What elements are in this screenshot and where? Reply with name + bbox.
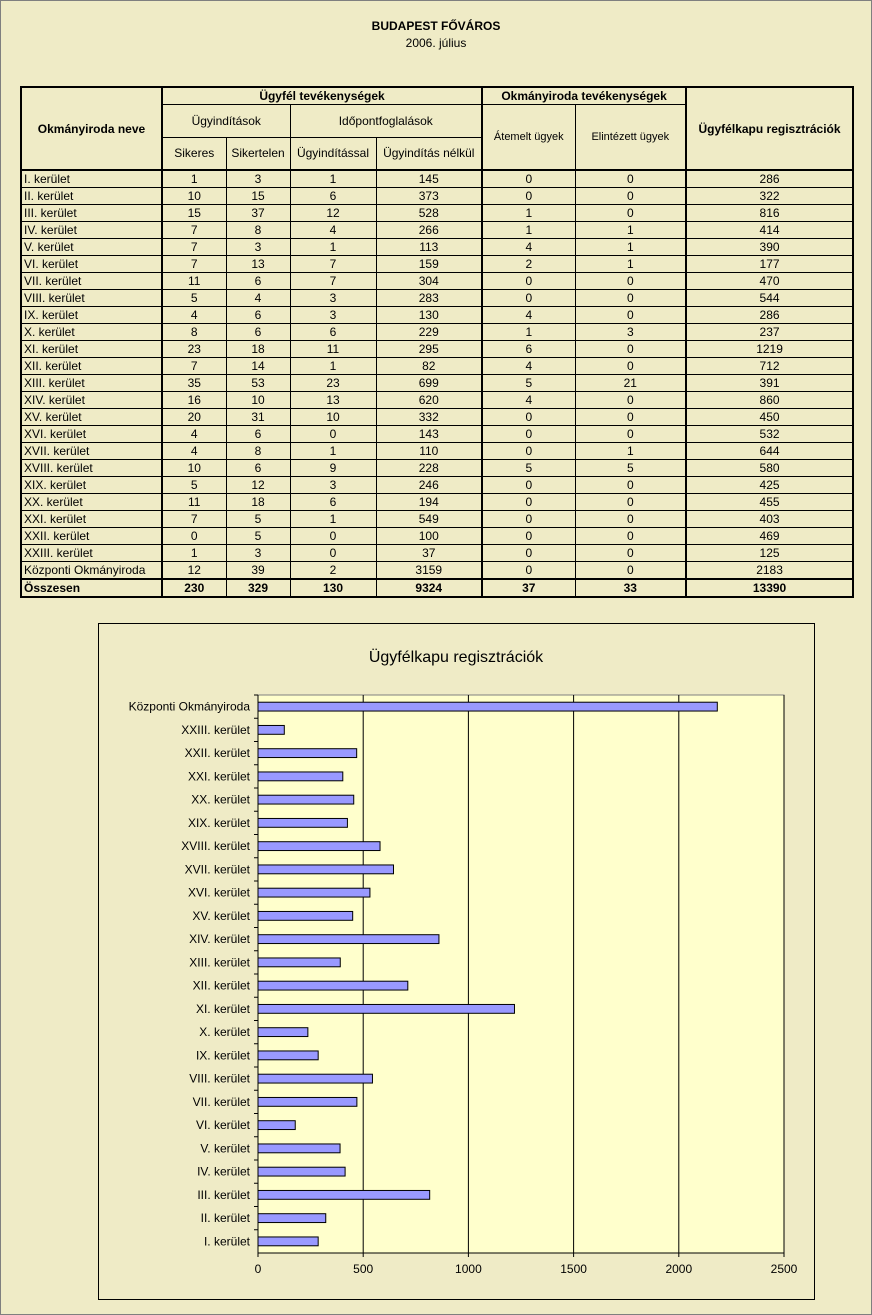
- cell-with: 0: [290, 528, 376, 545]
- bar: [258, 935, 439, 944]
- bar: [258, 795, 354, 804]
- cell-unsucc: 18: [226, 341, 290, 358]
- cell-done: 21: [575, 375, 686, 392]
- cell-name: XVI. kerület: [21, 426, 162, 443]
- cell-unsucc: 31: [226, 409, 290, 426]
- cell-reg: 544: [686, 290, 853, 307]
- cell-name: VIII. kerület: [21, 290, 162, 307]
- cell-reg: 469: [686, 528, 853, 545]
- cell-without: 283: [376, 290, 482, 307]
- cell-succ: 20: [162, 409, 226, 426]
- y-tick-label: VIII. kerület: [189, 1071, 250, 1086]
- cell-unsucc: 15: [226, 188, 290, 205]
- bar: [258, 1004, 514, 1013]
- cell-unsucc: 8: [226, 222, 290, 239]
- cell-trans: 1: [482, 205, 575, 222]
- cell-trans: 2: [482, 256, 575, 273]
- cell-reg: 403: [686, 511, 853, 528]
- x-tick-label: 2000: [665, 1262, 693, 1276]
- bar: [258, 888, 370, 897]
- y-tick-label: XXI. kerület: [187, 769, 250, 784]
- cell-reg: 13390: [686, 579, 853, 597]
- cell-unsucc: 53: [226, 375, 290, 392]
- cell-reg: 470: [686, 273, 853, 290]
- cell-trans: 0: [482, 528, 575, 545]
- cell-without: 113: [376, 239, 482, 256]
- header-unsuccessful: Sikertelen: [226, 137, 290, 170]
- y-tick-label: IV. kerület: [197, 1164, 250, 1179]
- cell-name: XIX. kerület: [21, 477, 162, 494]
- cell-unsucc: 3: [226, 170, 290, 188]
- cell-reg: 177: [686, 256, 853, 273]
- cell-reg: 816: [686, 205, 853, 222]
- cell-unsucc: 12: [226, 477, 290, 494]
- cell-done: 0: [575, 392, 686, 409]
- cell-done: 0: [575, 358, 686, 375]
- cell-without: 528: [376, 205, 482, 222]
- cell-name: XII. kerület: [21, 358, 162, 375]
- y-tick-label: V. kerület: [200, 1141, 250, 1156]
- cell-succ: 5: [162, 290, 226, 307]
- bar: [258, 772, 343, 781]
- cell-trans: 4: [482, 307, 575, 324]
- header-initiations: Ügyindítások: [162, 104, 290, 137]
- y-tick-label: XVIII. kerület: [181, 839, 250, 854]
- header-appointments: Időpontfoglalások: [290, 104, 482, 137]
- cell-without: 130: [376, 307, 482, 324]
- cell-name: II. kerület: [21, 188, 162, 205]
- cell-trans: 0: [482, 562, 575, 580]
- table-total-row: [21, 579, 853, 597]
- cell-reg: 450: [686, 409, 853, 426]
- cell-with: 6: [290, 494, 376, 511]
- cell-without: 229: [376, 324, 482, 341]
- x-tick-label: 1500: [560, 1262, 587, 1276]
- y-tick-label: XII. kerület: [192, 978, 250, 993]
- cell-unsucc: 18: [226, 494, 290, 511]
- cell-trans: 0: [482, 290, 575, 307]
- cell-unsucc: 14: [226, 358, 290, 375]
- bar: [258, 865, 393, 874]
- cell-succ: 1: [162, 545, 226, 562]
- y-tick-label: XXII. kerület: [184, 746, 250, 761]
- cell-unsucc: 3: [226, 545, 290, 562]
- cell-unsucc: 6: [226, 460, 290, 477]
- y-tick-label: VI. kerület: [195, 1118, 250, 1133]
- cell-reg: 391: [686, 375, 853, 392]
- page-subtitle: 2006. július: [405, 36, 467, 50]
- cell-unsucc: 39: [226, 562, 290, 580]
- cell-with: 1: [290, 358, 376, 375]
- cell-name: XV. kerület: [21, 409, 162, 426]
- cell-with: 3: [290, 307, 376, 324]
- cell-succ: 7: [162, 256, 226, 273]
- cell-done: 1: [575, 239, 686, 256]
- cell-succ: 15: [162, 205, 226, 222]
- cell-reg: 425: [686, 477, 853, 494]
- y-tick-label: IX. kerület: [195, 1048, 250, 1063]
- cell-reg: 390: [686, 239, 853, 256]
- cell-unsucc: 6: [226, 307, 290, 324]
- cell-name: I. kerület: [21, 170, 162, 188]
- y-tick-label: X. kerület: [199, 1025, 250, 1040]
- cell-without: 145: [376, 170, 482, 188]
- cell-name: XXI. kerület: [21, 511, 162, 528]
- cell-reg: 1219: [686, 341, 853, 358]
- cell-trans: 6: [482, 341, 575, 358]
- cell-unsucc: 6: [226, 426, 290, 443]
- y-tick-label: XV. kerület: [192, 908, 250, 923]
- table-row: [21, 170, 853, 188]
- cell-succ: 4: [162, 443, 226, 460]
- table-row: [21, 392, 853, 409]
- cell-trans: 5: [482, 375, 575, 392]
- cell-without: 304: [376, 273, 482, 290]
- y-tick-label: II. kerület: [200, 1211, 250, 1226]
- y-tick-label: XXIII. kerület: [181, 722, 250, 737]
- cell-reg: 125: [686, 545, 853, 562]
- cell-with: 11: [290, 341, 376, 358]
- cell-trans: 4: [482, 239, 575, 256]
- cell-reg: 414: [686, 222, 853, 239]
- cell-name: XI. kerület: [21, 341, 162, 358]
- cell-done: 0: [575, 170, 686, 188]
- cell-succ: 5: [162, 477, 226, 494]
- cell-name: XIV. kerület: [21, 392, 162, 409]
- bar: [258, 1121, 295, 1130]
- cell-name: V. kerület: [21, 239, 162, 256]
- table-row: [21, 307, 853, 324]
- table-row: [21, 324, 853, 341]
- cell-done: 0: [575, 341, 686, 358]
- y-tick-label: VII. kerület: [192, 1094, 250, 1109]
- y-tick-label: XIV. kerület: [189, 932, 250, 947]
- cell-succ: 11: [162, 494, 226, 511]
- cell-without: 549: [376, 511, 482, 528]
- bar: [258, 1051, 318, 1060]
- cell-trans: 1: [482, 324, 575, 341]
- cell-unsucc: 13: [226, 256, 290, 273]
- cell-trans: 37: [482, 579, 575, 597]
- cell-unsucc: 5: [226, 528, 290, 545]
- cell-unsucc: 6: [226, 324, 290, 341]
- cell-with: 23: [290, 375, 376, 392]
- cell-succ: 16: [162, 392, 226, 409]
- cell-with: 12: [290, 205, 376, 222]
- cell-trans: 4: [482, 392, 575, 409]
- table-row: [21, 358, 853, 375]
- cell-done: 0: [575, 290, 686, 307]
- cell-name: XXII. kerület: [21, 528, 162, 545]
- header-without-initiation: Ügyindítás nélkül: [376, 137, 482, 170]
- cell-reg: 580: [686, 460, 853, 477]
- cell-with: 1: [290, 239, 376, 256]
- table-row: [21, 256, 853, 273]
- x-tick-label: 500: [353, 1262, 374, 1276]
- cell-trans: 5: [482, 460, 575, 477]
- cell-succ: 7: [162, 239, 226, 256]
- cell-unsucc: 329: [226, 579, 290, 597]
- cell-with: 6: [290, 188, 376, 205]
- cell-name: IV. kerület: [21, 222, 162, 239]
- table-row: [21, 562, 853, 580]
- cell-without: 9324: [376, 579, 482, 597]
- cell-succ: 11: [162, 273, 226, 290]
- bar: [258, 1214, 326, 1223]
- cell-done: 0: [575, 494, 686, 511]
- cell-succ: 23: [162, 341, 226, 358]
- bar: [258, 1097, 357, 1106]
- cell-succ: 35: [162, 375, 226, 392]
- cell-done: 5: [575, 460, 686, 477]
- cell-name: XIII. kerület: [21, 375, 162, 392]
- cell-name: VII. kerület: [21, 273, 162, 290]
- cell-succ: 230: [162, 579, 226, 597]
- cell-without: 82: [376, 358, 482, 375]
- cell-succ: 7: [162, 222, 226, 239]
- cell-trans: 0: [482, 494, 575, 511]
- header-office-activities: Okmányiroda tevékenységek: [482, 87, 686, 104]
- cell-done: 0: [575, 528, 686, 545]
- cell-reg: 286: [686, 170, 853, 188]
- y-tick-label: Központi Okmányiroda: [128, 699, 250, 714]
- cell-done: 0: [575, 205, 686, 222]
- cell-done: 0: [575, 477, 686, 494]
- cell-trans: 1: [482, 222, 575, 239]
- cell-name: XX. kerület: [21, 494, 162, 511]
- bar: [258, 1144, 340, 1153]
- bar: [258, 1028, 308, 1037]
- cell-without: 228: [376, 460, 482, 477]
- cell-succ: 4: [162, 426, 226, 443]
- table-row: [21, 222, 853, 239]
- cell-without: 194: [376, 494, 482, 511]
- table-row: [21, 341, 853, 358]
- cell-reg: 532: [686, 426, 853, 443]
- cell-trans: 0: [482, 477, 575, 494]
- cell-without: 699: [376, 375, 482, 392]
- cell-with: 0: [290, 426, 376, 443]
- cell-reg: 644: [686, 443, 853, 460]
- cell-name: VI. kerület: [21, 256, 162, 273]
- table-row: [21, 409, 853, 426]
- cell-trans: 0: [482, 273, 575, 290]
- cell-without: 332: [376, 409, 482, 426]
- table-row: [21, 477, 853, 494]
- cell-without: 246: [376, 477, 482, 494]
- cell-unsucc: 6: [226, 273, 290, 290]
- cell-trans: 0: [482, 170, 575, 188]
- cell-reg: 237: [686, 324, 853, 341]
- cell-done: 0: [575, 545, 686, 562]
- cell-with: 0: [290, 545, 376, 562]
- bar: [258, 981, 408, 990]
- cell-name: X. kerület: [21, 324, 162, 341]
- y-tick-label: XVII. kerület: [184, 862, 250, 877]
- bar-chart: [99, 624, 814, 1299]
- bar: [258, 842, 380, 851]
- cell-without: 620: [376, 392, 482, 409]
- cell-reg: 455: [686, 494, 853, 511]
- cell-unsucc: 5: [226, 511, 290, 528]
- cell-succ: 0: [162, 528, 226, 545]
- cell-unsucc: 10: [226, 392, 290, 409]
- cell-without: 37: [376, 545, 482, 562]
- x-tick-label: 0: [254, 1262, 262, 1276]
- cell-with: 3: [290, 477, 376, 494]
- table-row: [21, 205, 853, 222]
- cell-with: 6: [290, 324, 376, 341]
- table-row: [21, 545, 853, 562]
- cell-name: III. kerület: [21, 205, 162, 222]
- cell-trans: 0: [482, 426, 575, 443]
- cell-with: 3: [290, 290, 376, 307]
- table-row: [21, 290, 853, 307]
- cell-done: 0: [575, 307, 686, 324]
- cell-trans: 0: [482, 409, 575, 426]
- cell-done: 0: [575, 188, 686, 205]
- cell-name: XXIII. kerület: [21, 545, 162, 562]
- cell-name: Összesen: [21, 579, 162, 597]
- x-tick-label: 2500: [770, 1262, 798, 1276]
- cell-name: IX. kerület: [21, 307, 162, 324]
- page-title: BUDAPEST FŐVÁROS: [371, 19, 501, 33]
- cell-unsucc: 37: [226, 205, 290, 222]
- cell-succ: 10: [162, 460, 226, 477]
- cell-reg: 322: [686, 188, 853, 205]
- y-tick-label: XI. kerület: [195, 1001, 250, 1016]
- bar: [258, 1167, 345, 1176]
- cell-name: Központi Okmányiroda: [21, 562, 162, 580]
- cell-succ: 4: [162, 307, 226, 324]
- cell-name: XVIII. kerület: [21, 460, 162, 477]
- cell-with: 130: [290, 579, 376, 597]
- cell-done: 0: [575, 562, 686, 580]
- cell-without: 295: [376, 341, 482, 358]
- y-tick-label: XX. kerület: [191, 792, 250, 807]
- table-row: [21, 494, 853, 511]
- cell-trans: 4: [482, 358, 575, 375]
- header-transferred: Átemelt ügyek: [482, 104, 575, 170]
- cell-succ: 10: [162, 188, 226, 205]
- bar: [258, 725, 284, 734]
- table-row: [21, 443, 853, 460]
- table-row: [21, 511, 853, 528]
- bar: [258, 749, 357, 758]
- cell-with: 10: [290, 409, 376, 426]
- cell-with: 4: [290, 222, 376, 239]
- cell-unsucc: 4: [226, 290, 290, 307]
- bar: [258, 911, 353, 920]
- header-with-initiation: Ügyindítással: [290, 137, 376, 170]
- cell-with: 1: [290, 170, 376, 188]
- cell-reg: 2183: [686, 562, 853, 580]
- header-successful: Sikeres: [162, 137, 226, 170]
- bar: [258, 1237, 318, 1246]
- cell-without: 100: [376, 528, 482, 545]
- table-body: [21, 170, 853, 597]
- cell-done: 3: [575, 324, 686, 341]
- cell-done: 0: [575, 409, 686, 426]
- cell-without: 373: [376, 188, 482, 205]
- cell-with: 7: [290, 273, 376, 290]
- cell-done: 0: [575, 511, 686, 528]
- y-tick-label: III. kerület: [197, 1187, 250, 1202]
- header-completed: Elintézett ügyek: [575, 104, 686, 170]
- header-office-name: Okmányiroda neve: [21, 87, 162, 170]
- cell-succ: 7: [162, 511, 226, 528]
- cell-trans: 0: [482, 188, 575, 205]
- table-row: [21, 273, 853, 290]
- table-row: [21, 528, 853, 545]
- cell-unsucc: 3: [226, 239, 290, 256]
- chart-title: Ügyfélkapu regisztrációk: [368, 649, 544, 666]
- bar: [258, 1190, 430, 1199]
- cell-reg: 860: [686, 392, 853, 409]
- table-row: [21, 375, 853, 392]
- cell-done: 0: [575, 426, 686, 443]
- header-portal-registrations: Ügyfélkapu regisztrációk: [686, 87, 853, 170]
- cell-name: XVII. kerület: [21, 443, 162, 460]
- table-row: [21, 460, 853, 477]
- cell-trans: 0: [482, 511, 575, 528]
- cell-succ: 8: [162, 324, 226, 341]
- cell-without: 266: [376, 222, 482, 239]
- cell-with: 7: [290, 256, 376, 273]
- cell-reg: 286: [686, 307, 853, 324]
- cell-done: 0: [575, 273, 686, 290]
- cell-reg: 712: [686, 358, 853, 375]
- statistics-table: [20, 86, 854, 598]
- cell-trans: 0: [482, 545, 575, 562]
- cell-with: 13: [290, 392, 376, 409]
- bar: [258, 818, 347, 827]
- y-tick-label: XVI. kerület: [187, 885, 250, 900]
- bar: [258, 702, 717, 711]
- cell-trans: 0: [482, 443, 575, 460]
- table-row: [21, 239, 853, 256]
- cell-done: 33: [575, 579, 686, 597]
- cell-with: 1: [290, 443, 376, 460]
- header-client-activities: Ügyfél tevékenységek: [162, 87, 482, 104]
- cell-with: 2: [290, 562, 376, 580]
- table-row: [21, 188, 853, 205]
- cell-done: 1: [575, 256, 686, 273]
- chart-container: [98, 623, 815, 1300]
- cell-without: 3159: [376, 562, 482, 580]
- cell-with: 1: [290, 511, 376, 528]
- table-row: [21, 426, 853, 443]
- cell-without: 143: [376, 426, 482, 443]
- y-tick-label: I. kerület: [203, 1234, 250, 1249]
- cell-unsucc: 8: [226, 443, 290, 460]
- cell-with: 9: [290, 460, 376, 477]
- cell-done: 1: [575, 443, 686, 460]
- bar: [258, 958, 340, 967]
- bar: [258, 1074, 372, 1083]
- y-tick-label: XIX. kerület: [187, 815, 250, 830]
- cell-succ: 1: [162, 170, 226, 188]
- y-tick-label: XIII. kerület: [189, 955, 250, 970]
- cell-without: 159: [376, 256, 482, 273]
- cell-done: 1: [575, 222, 686, 239]
- cell-succ: 7: [162, 358, 226, 375]
- x-tick-label: 1000: [455, 1262, 482, 1276]
- cell-succ: 12: [162, 562, 226, 580]
- cell-without: 110: [376, 443, 482, 460]
